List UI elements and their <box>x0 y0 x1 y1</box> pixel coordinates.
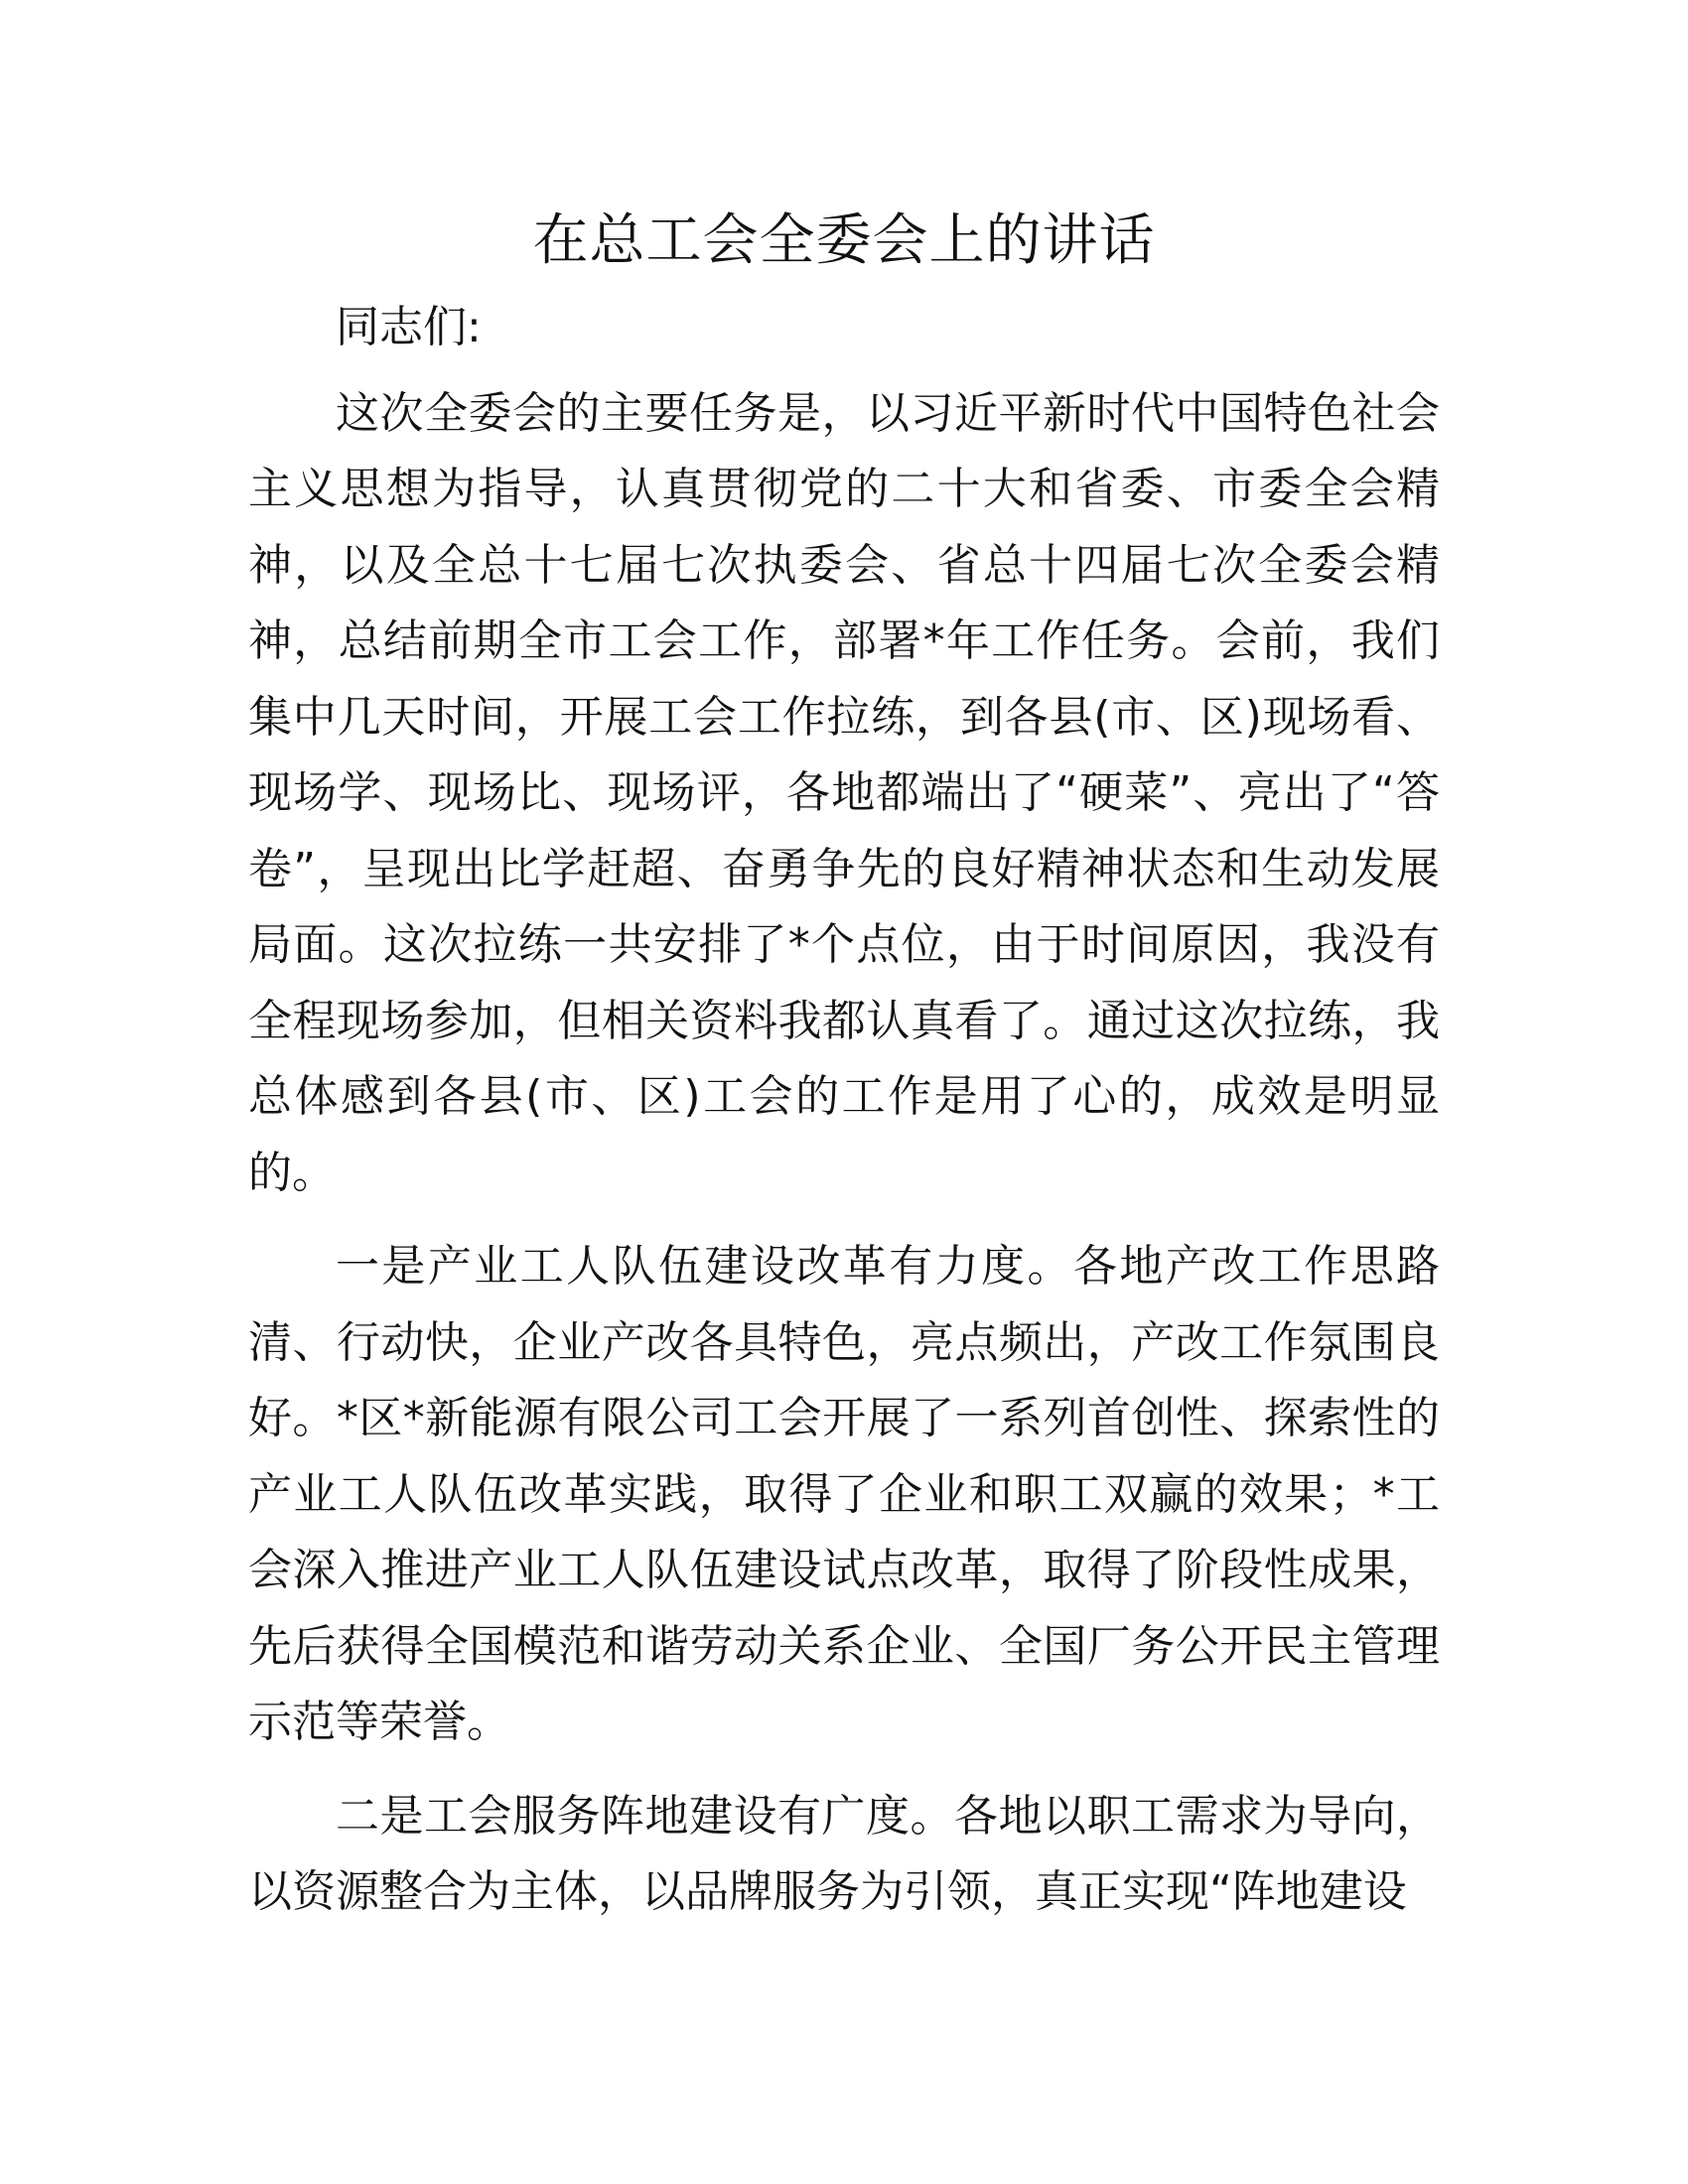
document-body <box>248 197 1440 1949</box>
salutation: 同志们: <box>336 302 482 352</box>
paragraph-intro: 这次全委会的主要任务是，以习近平新时代中国特色社会主义思想为指导，认真贯彻党的二十大和省委、市委全会精神，以及全总十七届七次执委会、省总十四届七次全委会精神，总结前期全市工会工作，部署*年工作任务。会前，我们集中几天时间，开展工会工作拉练，到各县(市、区)现场看、现场学、现场比、现场评，各地都端出了“硬菜”、亮出了“答卷”，呈现出比学赶超、奋勇争先的良好精神状态和生动发展局面。这次拉练一共安排了*个点位，由于时间原因，我没有全程现场参加，但相关资料我都认真看了。通过这次拉练，我总体感到各县(市、区)工会的工作是用了心的，成效是明显的。 <box>248 387 1440 1198</box>
paragraph-point-two: 二是工会服务阵地建设有广度。各地以职工需求为导向，以资源整合为主体，以品牌服务为引领，真正实现“阵地建设 <box>248 1790 1440 1917</box>
document-title: 在总工会全委会上的讲话 <box>532 208 1156 273</box>
paragraph-point-one: 一是产业工人队伍建设改革有力度。各地产改工作思路清、行动快，企业产改各具特色，亮点频出，产改工作氛围良好。*区*新能源有限公司工会开展了一系列首创性、探索性的产业工人队伍改革实践，取得了企业和职工双赢的效果；*工会深入推进产业工人队伍建设试点改革，取得了阶段性成果，先后获得全国模范和谐劳动关系企业、全国厂务公开民主管理示范等荣誉。 <box>248 1241 1440 1747</box>
